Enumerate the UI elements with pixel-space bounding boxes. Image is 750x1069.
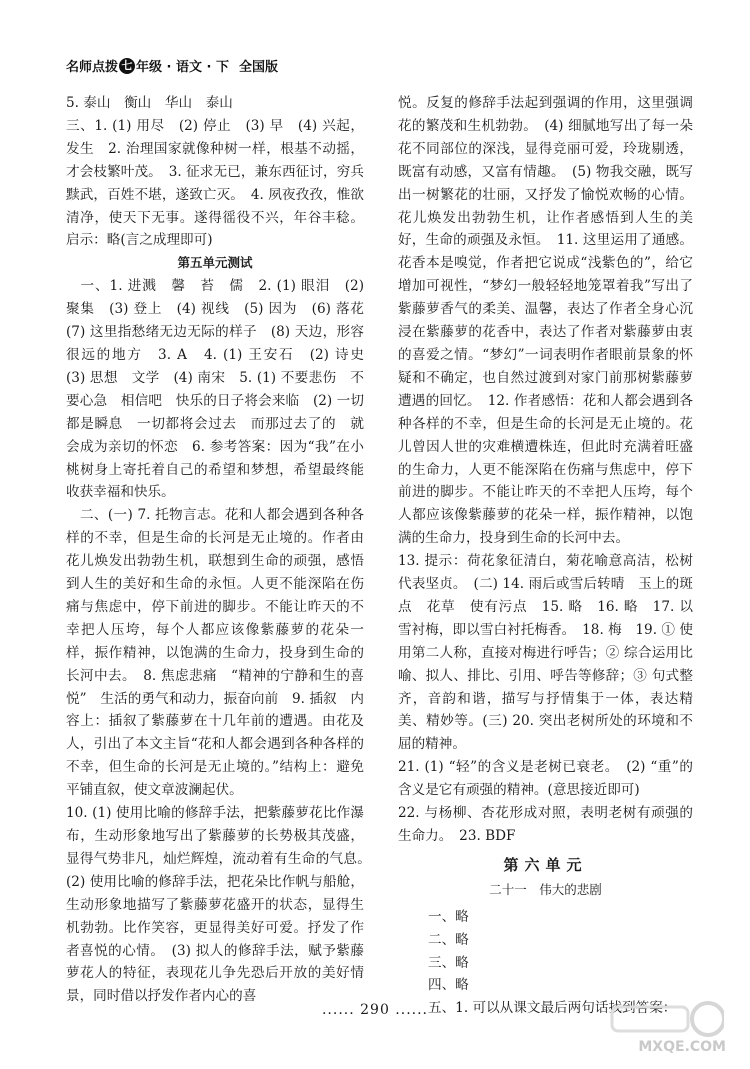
answer-paragraph: 一、1. 进溅 馨 苔 儒 2. (1) 眼泪 (2) 聚集 (3) 登上 (4) 视线 (5) 因为 (6) 落花 (7) 这里指愁绪无边无际的样子 (8) 天边，形容很远的地方 3. A 4. (1) 王安石 (2) 诗史 (3) 思想 文学 (4) 南宋 5. (1) 不要悲伤 不要心急 相信吧 快乐的日子将会来临 (2) 一切都是瞬息 一切都将会过去 而那过去了的 就会成为亲切的怀恋 6. 参考答案：因为“我”在小桃树身上寄托着自己的希望和梦想，希望最终能收获幸福和快乐。: [66, 278, 378, 501]
answer-paragraph: 13. 提示：荷花象征清白，菊花喻意高洁，松树代表坚贞。 (二) 14. 雨后或雪后转晴 玉上的斑点 花草 使有污点 15. 略 16. 略 17. 以雪衬梅，即以雪白衬托梅香。 18. 梅 19. ① 使用第二人称，直接对梅进行呼告；② 综合运用比喻、拟人、排比、引用、呼告等修辞；③ 句式整齐，音韵和谐，描写与抒情集于一体，表达精美、精妙等。(三) 20. 突出老树所处的环境和不屈的精神。: [398, 553, 693, 753]
answer-paragraph: 四、略: [428, 977, 469, 994]
answer-paragraph: 一、略: [428, 908, 469, 925]
right-column: [398, 92, 693, 1020]
answer-paragraph: 三、1. (1) 用尽 (2) 停止 (3) 早 (4) 兴起，发生 2. 治理国家就像种树一样，根基不动摇，才会枝繁叶茂。 3. 征求无已，兼东西征讨，穷兵黩武，百姓不堪，遂致亡灭。 4. 夙夜孜孜，惟欲清净，使天下无事。遂得徭役不兴，年谷丰稔。启示：略(言之成理即可): [66, 117, 364, 249]
grade-badge: 七: [119, 58, 135, 74]
page-number: ...... 290 ......: [321, 1002, 429, 1018]
edition-label: 全国版: [239, 60, 279, 75]
section-heading: 第六单元: [503, 855, 588, 874]
running-header: [66, 56, 278, 75]
section-heading: 二十一 伟大的悲剧: [489, 881, 602, 897]
answer-paragraph: 二、(一) 7. 托物言志。花和人都会遇到各种各样的不幸，但是生命的长河是无止境的。作者由花儿焕发出勃勃生机，联想到生命的顽强，感悟到人生的美好和生命的永恒。人更不能深陷在伤痛与焦虑中，停下前进的脚步。不能让昨天的不幸把人压垮，每个人都应该像紫藤萝的花朵一样，振作精神，以饱满的生命力，投身到生命的长河中去。 8. 焦虑悲痛 “精神的宁静和生的喜悦” 生活的勇气和动力，振奋向前 9. 插叙 内容上：插叙了紫藤萝在十几年前的遭遇。由花及人，引出了本文主旨“花和人都会遇到各种各样的不幸，但生命的长河是无止境的。”结构上：避免平铺直叙，使文章波澜起伏。: [66, 507, 364, 799]
answer-paragraph: 21. (1) “轻”的含义是老树已衰老。 (2) “重”的含义是它有顽强的精神。(意思接近即可): [398, 759, 693, 799]
answer-paragraph: 二、略: [428, 931, 469, 948]
answer-paragraph: 三、略: [428, 954, 469, 971]
answer-paragraph: 悦。反复的修辞手法起到强调的作用，这里强调花的繁茂和生机勃勃。 (4) 细腻地写出了每一朵花不同部位的深浅，显得竞丽可爱，玲珑剔透，既富有动感，又富有情趣。 (5) 物我交融，既写出一树繁花的壮丽，又抒发了愉悦欢畅的心情。花儿焕发出勃勃生机，让作者感悟到人生的美好，生命的顽强及永恒。 11. 这里运用了通感。花香本是嗅觉，作者把它说成“浅紫色的”，给它增加可视性，“梦幻一般轻轻地笼罩着我”写出了紫藤萝香气的柔美、温馨，表达了作者全身心沉浸在紫藤萝的花香中，表达了作者对紫藤萝由衷的喜爱之情。“梦幻”一词表明作者眼前景象的怀疑和不确定，也自然过渡到对家门前那树紫藤萝遭遇的回忆。 12. 作者感悟：花和人都会遇到各种各样的不幸，但是生命的长河是无止境的。花儿曾因人世的灾难横遭株连，但此时充满着旺盛的生命力，人更不能深陷在伤痛与焦虑中，停下前进的脚步。不能让昨天的不幸把人压垮，每个人都应该像紫藤萝的花朵一样，振作精神，以饱满的生命力，投身到生命的长河中去。: [398, 95, 693, 547]
answer-paragraph: 五、1. 可以从课文最后两句话找到答案：: [428, 1000, 677, 1017]
book-title-part-a: 名师点拨: [66, 60, 119, 75]
answer-paragraph: 5. 泰山 衡山 华山 泰山: [66, 95, 233, 111]
watermark-text: MXQE.COM: [638, 1039, 726, 1055]
section-heading: 第五单元测试: [177, 255, 253, 271]
book-title-part-b: 年级 · 语文 · 下: [136, 60, 229, 75]
answer-paragraph: 10. (1) 使用比喻的修辞手法，把紫藤萝花比作瀑布，生动形象地写出了紫藤萝的长势极其茂盛，显得气势非凡，灿烂辉煌，流动着有生命的气息。 (2) 使用比喻的修辞手法，把花朵比作帆与船舱，生动形象地描写了紫藤萝花盛开的状态，显得生机勃勃。比作笑容，更显得美好可爱。抒发了作者喜悦的心情。 (3) 拟人的修辞手法，赋予紫藤萝花人的特征，表现花儿争先恐后开放的美好情景，同时借以抒发作者内心的喜: [66, 805, 378, 1005]
answer-paragraph: 22. 与杨柳、杏花形成对照，表明老树有顽强的生命力。 23. BDF: [398, 805, 693, 844]
watermark-logo-icon: [608, 999, 724, 1039]
left-column: [66, 92, 378, 1008]
